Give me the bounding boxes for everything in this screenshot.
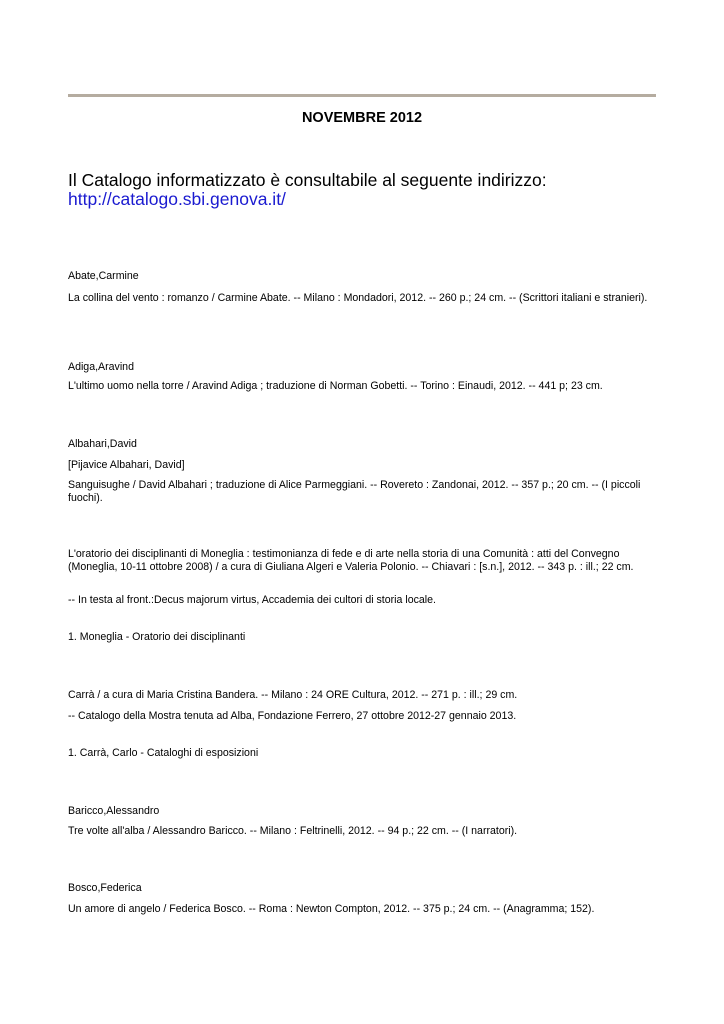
- header-rule: [68, 94, 656, 97]
- entry-description: Tre volte all'alba / Alessandro Baricco. -- Milano : Feltrinelli, 2012. -- 94 p.; 22 cm. -- (I narratori).: [68, 825, 518, 837]
- entry-description: Un amore di angelo / Federica Bosco. -- Roma : Newton Compton, 2012. -- 375 p.; 24 cm. -- (Anagramma; 152).: [68, 903, 595, 915]
- entry-author: Bosco,Federica: [68, 882, 142, 894]
- entry-author: Adiga,Aravind: [68, 361, 134, 373]
- page-title: NOVEMBRE 2012: [301, 110, 423, 126]
- entry-note: -- In testa al front.:Decus majorum virtus, Accademia dei cultori di storia locale.: [68, 594, 436, 606]
- intro: [68, 171, 668, 209]
- entry-description: L'ultimo uomo nella torre / Aravind Adiga ; traduzione di Norman Gobetti. -- Torino : Einaudi, 2012. -- 441 p; 23 cm.: [68, 380, 603, 392]
- catalog-link[interactable]: http://catalogo.sbi.genova.it/: [68, 189, 286, 209]
- entry-subject: 1. Moneglia - Oratorio dei disciplinanti: [68, 631, 246, 643]
- entry-author: Baricco,Alessandro: [68, 805, 160, 817]
- entry-description: Carrà / a cura di Maria Cristina Bandera. -- Milano : 24 ORE Cultura, 2012. -- 271 p. : ill.; 29 cm.: [68, 689, 518, 701]
- entry-subject: 1. Carrà, Carlo - Cataloghi di esposizioni: [68, 747, 259, 759]
- entry-author: Abate,Carmine: [68, 270, 139, 282]
- entry-alt-name: [Pijavice Albahari, David]: [68, 459, 185, 471]
- entry-description: La collina del vento : romanzo / Carmine Abate. -- Milano : Mondadori, 2012. -- 260 p.; 24 cm. -- (Scrittori italiani e stranieri).: [68, 292, 648, 304]
- intro-text: Il Catalogo informatizzato è consultabile al seguente indirizzo:: [68, 170, 547, 190]
- entry-author: Albahari,David: [68, 438, 137, 450]
- entry-description: L'oratorio dei disciplinanti di Moneglia : testimonianza di fede e di arte nella storia di una Comunità : atti del Convegno (Moneglia, 10-11 ottobre 2008) / a cura di Giuliana Algeri e Valeria Polonio. -- Chiavari : [s.n.], 2012. -- 343 p. : ill.; 22 cm.: [68, 548, 634, 573]
- entry-note: -- Catalogo della Mostra tenuta ad Alba, Fondazione Ferrero, 27 ottobre 2012-27 gennaio 2013.: [68, 710, 517, 722]
- entry-description: Sanguisughe / David Albahari ; traduzione di Alice Parmeggiani. -- Rovereto : Zandonai, 2012. -- 357 p.; 20 cm. -- (I piccoli fuochi).: [68, 479, 641, 504]
